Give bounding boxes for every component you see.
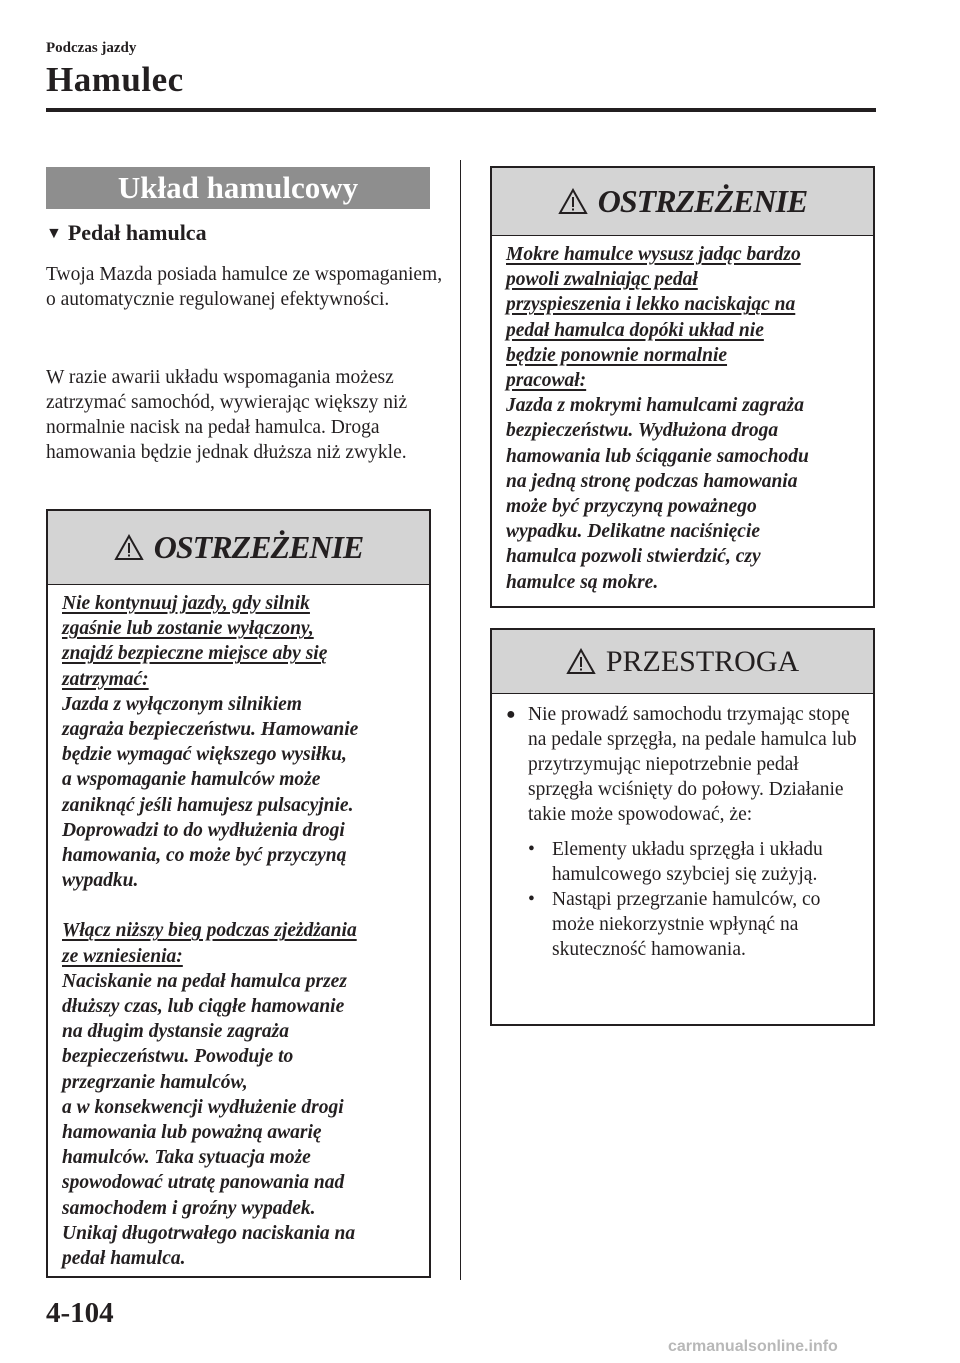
warning-heading-line: powoli zwalniając pedał bbox=[506, 269, 698, 291]
caution-title: PRZESTROGA bbox=[605, 644, 800, 678]
warning-text-line: będzie wymagać większego wysiłku, bbox=[62, 744, 347, 766]
caution-bullet-text: Nie prowadź samochodu trzymając stopę na pedale sprzęgła, na pedale hamulca lub przytrzymując niepotrzebnie pedał sprzęgła wciśnięty do połowy. Działanie takie może spowodować, że: bbox=[528, 704, 857, 825]
paragraph-1: Twoja Mazda posiada hamulce ze wspomaganiem, o automatycznie regulowanej efektywności. bbox=[46, 264, 443, 310]
watermark: carmanualsonline.info bbox=[668, 1338, 838, 1355]
warning-triangle-icon bbox=[114, 534, 144, 561]
warning-text-line: może być przyczyną poważnego bbox=[506, 496, 757, 518]
warning-text-line: samochodem i groźny wypadek. bbox=[62, 1197, 316, 1219]
warning-heading-line: ze wzniesienia: bbox=[62, 945, 183, 967]
warning-body bbox=[48, 585, 429, 1285]
warning-text-line: Jazda z mokrymi hamulcami zagraża bbox=[506, 395, 804, 417]
caution-header bbox=[492, 630, 873, 694]
warning-text-line: na jedną stronę podczas hamowania bbox=[506, 470, 798, 492]
warning-heading-line: pedał hamulca dopóki układ nie bbox=[506, 319, 764, 341]
warning-text-line: hamowania lub ściąganie samochodu bbox=[506, 445, 809, 467]
warning-heading-line: przyspieszenia i lekko naciskając na bbox=[506, 294, 796, 316]
list-item-text: Elementy układu sprzęgła i układu hamulcowego szybciej się zużyją. bbox=[552, 839, 823, 885]
caution-body bbox=[492, 694, 873, 972]
sub-bullet-icon: • bbox=[528, 839, 535, 860]
section-label: Podczas jazdy bbox=[46, 40, 137, 56]
list-item-text: Nastąpi przegrzanie hamulców, co może niekorzystnie wpłynąć na skuteczność hamowania. bbox=[552, 889, 821, 960]
warning-heading-line: Nie kontynuuj jazdy, gdy silnik bbox=[62, 593, 310, 614]
warning-heading-line: będzie ponownie normalnie bbox=[506, 344, 728, 366]
warning-title: OSTRZEŻENIE bbox=[153, 529, 364, 565]
warning-text-line: Doprowadzi to do wydłużenia drogi bbox=[62, 819, 345, 841]
warning-box-right bbox=[490, 166, 875, 608]
warning-text-line: wypadku. Delikatne naciśnięcie bbox=[506, 521, 761, 543]
list-item bbox=[528, 887, 859, 962]
sub-bullet-icon: • bbox=[528, 889, 535, 910]
warning-heading-line: Włącz niższy bieg podczas zjeżdżania bbox=[62, 920, 357, 942]
warning-heading-line: Mokre hamulce wysusz jadąc bardzo bbox=[506, 244, 801, 265]
warning-heading-line: zatrzymać: bbox=[62, 668, 149, 690]
warning-text-line: a w konsekwencji wydłużenie drogi bbox=[62, 1096, 344, 1118]
page-title: Hamulec bbox=[46, 60, 184, 99]
warning-triangle-icon bbox=[558, 188, 588, 215]
warning-text-line: pedał hamulca. bbox=[62, 1248, 186, 1270]
page-number: 4-104 bbox=[46, 1297, 114, 1329]
paragraph-2: W razie awarii układu wspomagania możesz zatrzymać samochód, wywierając większy niż normalnie nacisk na pedał hamulca. Droga hamowania będzie jednak dłuższa niż zwykle. bbox=[46, 367, 408, 463]
warning-triangle-icon bbox=[566, 648, 596, 675]
column-divider bbox=[460, 160, 461, 1280]
warning-text-line: przegrzanie hamulców, bbox=[62, 1071, 248, 1093]
warning-title: OSTRZEŻENIE bbox=[597, 183, 808, 219]
warning-text-line: hamowania lub poważną awarię bbox=[62, 1122, 322, 1144]
warning-text-line: na długim dystansie zagraża bbox=[62, 1021, 290, 1043]
warning-text-line: bezpieczeństwu. Powoduje to bbox=[62, 1046, 294, 1068]
warning-text-line: hamulce są mokre. bbox=[506, 571, 659, 593]
warning-header bbox=[48, 511, 429, 585]
warning-text-line: zaniknąć jeśli hamujesz pulsacyjnie. bbox=[62, 794, 354, 816]
bullet-icon: ● bbox=[506, 706, 516, 723]
subheading bbox=[46, 220, 207, 246]
warning-heading-line: pracował: bbox=[506, 370, 587, 392]
warning-text-line: Jazda z wyłączonym silnikiem bbox=[62, 693, 302, 715]
topic-bar: Układ hamulcowy bbox=[46, 167, 430, 209]
down-triangle-icon: ▼ bbox=[46, 225, 62, 242]
header-rule bbox=[46, 108, 876, 112]
warning-text-line: hamowania, co może być przyczyną bbox=[62, 845, 347, 867]
warning-text-line: Unikaj długotrwałego naciskania na bbox=[62, 1222, 356, 1244]
caution-box bbox=[490, 628, 875, 1026]
warning-text-line: wypadku. bbox=[62, 870, 139, 892]
warning-text-line: zagraża bezpieczeństwu. Hamowanie bbox=[62, 719, 359, 741]
list-item bbox=[528, 837, 859, 887]
warning-heading-line: zgaśnie lub zostanie wyłączony, bbox=[62, 618, 314, 640]
warning-text-line: a wspomaganie hamulców może bbox=[62, 769, 321, 791]
warning-box-left bbox=[46, 509, 431, 1278]
warning-body bbox=[492, 236, 873, 609]
warning-text-line: Naciskanie na pedał hamulca przez bbox=[62, 970, 347, 992]
caution-sub-list bbox=[528, 837, 859, 962]
warning-heading-line: znajdź bezpieczne miejsce aby się bbox=[62, 643, 328, 665]
warning-text-line: dłuższy czas, lub ciągłe hamowanie bbox=[62, 996, 345, 1018]
warning-header bbox=[492, 168, 873, 236]
subheading-text: Pedał hamulca bbox=[67, 220, 207, 245]
caution-bullet bbox=[506, 702, 859, 827]
warning-text-line: hamulców. Taka sytuacja może bbox=[62, 1147, 311, 1169]
warning-text-line: bezpieczeństwu. Wydłużona droga bbox=[506, 420, 779, 442]
warning-text-line: spowodować utratę panowania nad bbox=[62, 1172, 345, 1194]
warning-text-line: hamulca pozwoli stwierdzić, czy bbox=[506, 546, 761, 568]
